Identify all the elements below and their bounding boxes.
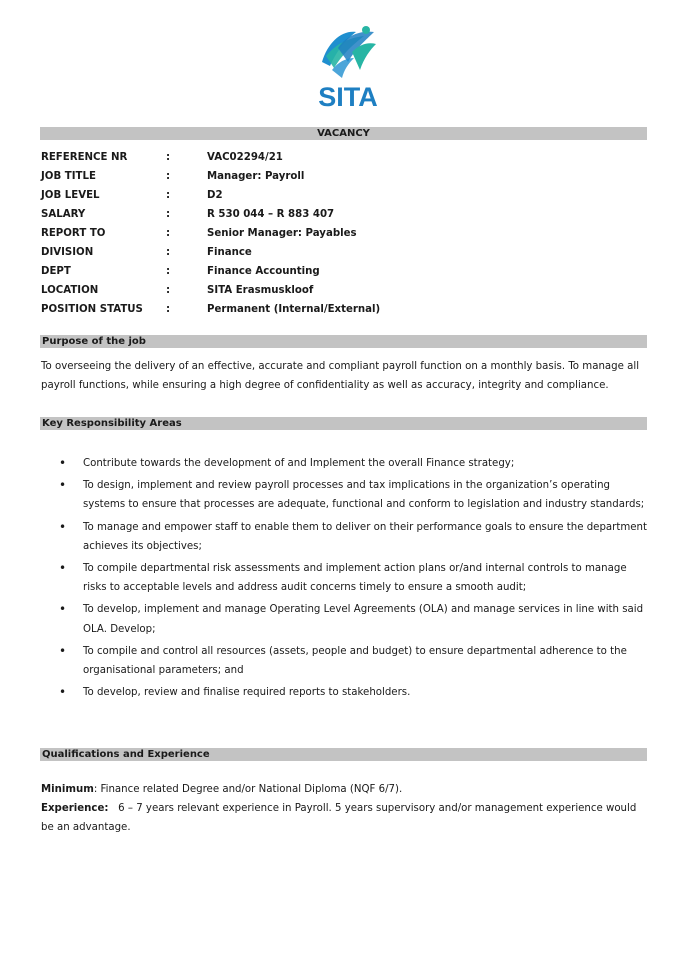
list-item-text: To design, implement and review payroll processes and tax implications in the organization’s operating systems to ensure that processes are adequate, functional and conform to legislation and industry standards;	[83, 480, 645, 511]
detail-label: LOCATION	[41, 285, 99, 296]
purpose-heading: Purpose of the job	[42, 336, 146, 347]
detail-value: SITA Erasmuskloof	[207, 285, 314, 296]
kra-list	[41, 454, 651, 702]
minimum-line	[41, 780, 651, 799]
bullet-icon: •	[59, 685, 67, 700]
vacancy-header	[40, 127, 647, 140]
detail-label: REFERENCE NR	[41, 152, 128, 163]
detail-label: DEPT	[41, 266, 71, 277]
detail-separator: :	[166, 152, 171, 163]
qualifications-heading: Qualifications and Experience	[42, 749, 210, 760]
bullet-icon: •	[59, 478, 67, 493]
experience-text: 6 – 7 years relevant experience in Payroll. 5 years supervisory and/or management experience would be an advantage.	[41, 803, 637, 833]
detail-value: VAC02294/21	[207, 152, 283, 163]
detail-separator: :	[166, 171, 171, 182]
detail-value: Permanent (Internal/External)	[207, 304, 381, 315]
qualifications-body	[41, 780, 651, 837]
list-item	[41, 683, 651, 702]
detail-separator: :	[166, 285, 171, 296]
experience-line	[41, 799, 651, 837]
detail-value: Senior Manager: Payables	[207, 228, 357, 239]
detail-separator: :	[166, 247, 171, 258]
detail-label: REPORT TO	[41, 228, 106, 239]
detail-separator: :	[166, 228, 171, 239]
detail-label: POSITION STATUS	[41, 304, 143, 315]
qualifications-header	[40, 748, 647, 761]
vacancy-title: VACANCY	[317, 128, 370, 139]
bullet-icon: •	[59, 456, 67, 470]
detail-value: D2	[207, 190, 223, 201]
list-item	[41, 454, 651, 473]
detail-label: SALARY	[41, 209, 86, 220]
detail-separator: :	[166, 266, 171, 277]
list-item-text: To develop, implement and manage Operating Level Agreements (OLA) and manage services in line with said OLA. Develop;	[83, 604, 644, 635]
bullet-icon: •	[59, 561, 67, 576]
sita-swirl-icon	[308, 22, 388, 82]
kra-header	[40, 417, 647, 430]
brand-name: SITA	[318, 82, 378, 112]
list-item-text: Contribute towards the development of and Implement the overall Finance strategy;	[83, 458, 515, 469]
detail-label: DIVISION	[41, 247, 94, 258]
sita-logo	[308, 22, 388, 114]
list-item	[41, 600, 651, 638]
bullet-icon: •	[59, 519, 67, 534]
detail-value: Manager: Payroll	[207, 171, 305, 182]
bullet-icon: •	[59, 643, 67, 658]
detail-separator: :	[166, 190, 171, 201]
list-item	[41, 642, 651, 680]
list-item-text: To compile and control all resources (assets, people and budget) to ensure departmental adherence to the organisational parameters; and	[83, 645, 627, 677]
list-item-text: To compile departmental risk assessments and implement action plans or/and internal controls to manage risks to acceptable levels and address audit concerns timely to ensure a smooth audit;	[83, 563, 627, 594]
list-item-text: To develop, review and finalise required reports to stakeholders.	[83, 687, 411, 699]
detail-label: JOB LEVEL	[41, 190, 100, 201]
detail-value: R 530 044 – R 883 407	[207, 209, 335, 220]
kra-heading: Key Responsibility Areas	[42, 418, 182, 429]
purpose-text: To overseeing the delivery of an effective, accurate and compliant payroll function on a monthly basis. To manage all payroll functions, while ensuring a high degree of confidentiality as well as accuracy, integrity and compliance.	[41, 361, 640, 391]
detail-value: Finance Accounting	[207, 266, 320, 277]
experience-label: Experience:	[41, 803, 109, 814]
bullet-icon: •	[59, 602, 67, 617]
purpose-header	[40, 335, 647, 348]
detail-separator: :	[166, 209, 171, 220]
detail-value: Finance	[207, 247, 252, 258]
minimum-text: : Finance related Degree and/or National Diploma (NQF 6/7).	[93, 784, 403, 795]
list-item	[41, 518, 651, 556]
detail-separator: :	[166, 304, 171, 315]
list-item	[41, 559, 651, 597]
detail-label: JOB TITLE	[41, 171, 96, 182]
list-item-text: To manage and empower staff to enable them to deliver on their performance goals to ensure the department achieves its objectives;	[83, 521, 647, 552]
list-item	[41, 476, 651, 514]
minimum-label: Minimum	[41, 784, 94, 795]
